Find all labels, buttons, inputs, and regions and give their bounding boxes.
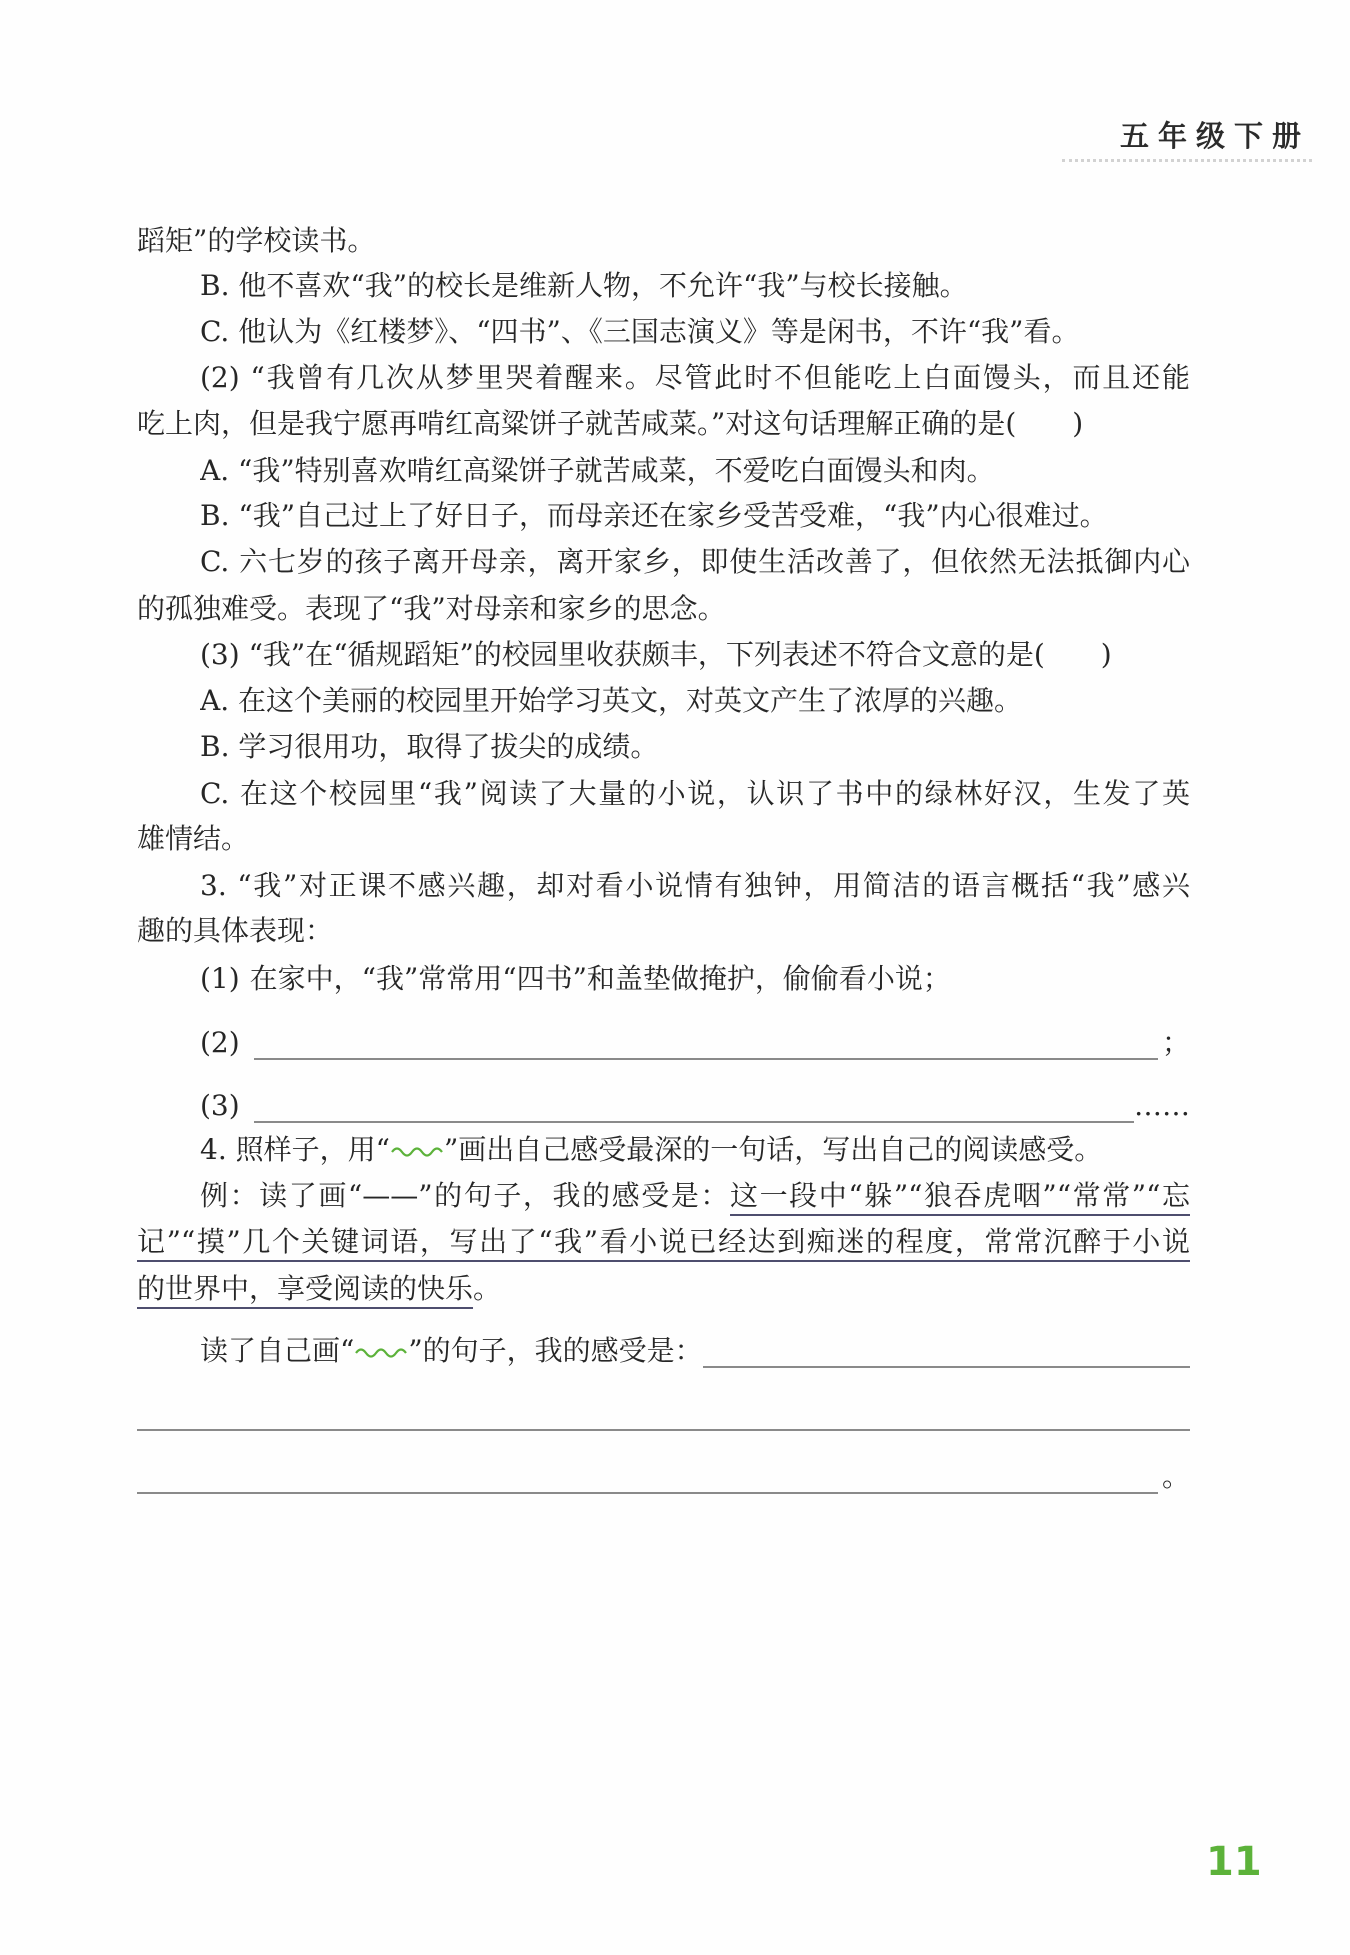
q3-item-2-label: (2): [200, 1026, 240, 1059]
q4-example-underlined-1: 这一段中“躲”“狼吞虎咽”“常常”“忘: [730, 1179, 1190, 1212]
wavy-line-icon: [354, 1345, 408, 1361]
q4-stem: [200, 1127, 1190, 1173]
q3-item-1-text: 在家中，“我”常常用“四书”和盖垫做掩护，偷偷看小说；: [249, 962, 951, 995]
q2-3-option-a: A. 在这个美丽的校园里开始学习英文，对英文产生了浓厚的兴趣。: [200, 684, 1023, 717]
q4-prompt-text: [200, 1328, 703, 1374]
q2-2-option-b: B. “我”自己过上了好日子，而母亲还在家乡受苦受难，“我”内心很难过。: [200, 499, 1108, 532]
q3-item-1: [200, 956, 1190, 1002]
wavy-line-icon: [390, 1144, 444, 1160]
q2-3-stem: [200, 632, 1190, 678]
q4-example-underlined-3: 的世界中，享受阅读的快乐: [137, 1272, 474, 1305]
q4-answer-line-2[interactable]: [137, 1391, 1190, 1431]
q4-example-line-3: [137, 1266, 1190, 1312]
q2-2-option-a: A. “我”特别喜欢啃红高粱饼子就苦咸菜，不爱吃白面馒头和肉。: [200, 454, 995, 487]
q2-1-option-b: B. 他不喜欢“我”的校长是维新人物，不允许“我”与校长接触。: [200, 269, 968, 302]
q4-answer-line-3-row: [137, 1454, 1190, 1500]
q4-answer-line-3[interactable]: [137, 1454, 1158, 1494]
q3-item-2-answer-line[interactable]: [254, 1020, 1158, 1060]
q2-3-option-c-line-2: 雄情结。: [137, 822, 250, 855]
q3-item-3: [200, 1083, 1190, 1129]
q2-3-stem-text: (3) “我”在“循规蹈矩”的校园里收获颇丰，下列表述不符合文意的是: [200, 638, 1034, 671]
q3-stem-line-2: 趣的具体表现：: [137, 914, 334, 947]
q4-stem-before: 4. 照样子，用“: [200, 1133, 390, 1166]
q2-3-option-c-line-1: C. 在这个校园里“我”阅读了大量的小说，认识了书中的绿林好汉，生发了英: [200, 777, 1190, 810]
q2-1-stem-tail: 蹈矩”的学校读书。: [137, 224, 376, 257]
q4-answer-line-1[interactable]: [703, 1328, 1190, 1368]
q2-3-option-b: B. 学习很用功，取得了拔尖的成绩。: [200, 730, 659, 763]
q3-item-3-answer-line[interactable]: [254, 1083, 1134, 1123]
q4-example-line-2: [137, 1219, 1190, 1265]
q4-example-line-1: [200, 1173, 1190, 1219]
page-number: 11: [1206, 1839, 1262, 1885]
q3-item-2-end-mark: ；: [1161, 1026, 1190, 1059]
q2-2-answer-bracket[interactable]: ( ): [1005, 407, 1084, 440]
q4-answer-end-mark: 。: [1161, 1460, 1190, 1493]
q3-item-2: [200, 1020, 1190, 1066]
q2-2-option-c-line-2: 的孤独难受。表现了“我”对母亲和家乡的思念。: [137, 592, 726, 625]
q4-example-underlined-2: 记”“摸”几个关键词语，写出了“我”看小说已经达到痴迷的程度，常常沉醉于小说: [137, 1225, 1190, 1258]
q4-prompt-after: ”的句子，我的感受是：: [408, 1334, 703, 1367]
q3-item-1-label: (1): [200, 962, 240, 995]
q3-item-3-end-mark: ……: [1134, 1089, 1190, 1122]
q4-prompt: [200, 1328, 1190, 1374]
q4-prompt-before: 读了自己画“: [200, 1334, 355, 1367]
q2-2-option-c-line-1: C. 六七岁的孩子离开母亲，离开家乡，即使生活改善了，但依然无法抵御内心: [200, 545, 1190, 578]
q3-stem-line-1: 3. “我”对正课不感兴趣，却对看小说情有独钟，用简洁的语言概括“我”感兴: [200, 869, 1190, 902]
q4-example-prefix: 例：读了画“——”的句子，我的感受是：: [200, 1179, 731, 1212]
q3-item-3-label: (3): [200, 1089, 240, 1122]
q2-3-answer-bracket[interactable]: ( ): [1033, 638, 1112, 671]
q2-2-stem-line-1: (2) “我曾有几次从梦里哭着醒来。尽管此时不但能吃上白面馒头，而且还能: [200, 361, 1190, 394]
q4-example-suffix: 。: [473, 1272, 502, 1305]
q2-2-stem-text: 吃上肉，但是我宁愿再啃红高粱饼子就苦咸菜。”对这句话理解正确的是: [137, 407, 1006, 440]
volume-header: 五年级下册: [1062, 112, 1312, 162]
q2-2-stem-line-2: [137, 401, 1190, 447]
q4-stem-after: ”画出自己感受最深的一句话，写出自己的阅读感受。: [443, 1133, 1103, 1166]
q2-1-option-c: C. 他认为《红楼梦》、“四书”、《三国志演义》等是闲书，不许“我”看。: [200, 315, 1080, 348]
